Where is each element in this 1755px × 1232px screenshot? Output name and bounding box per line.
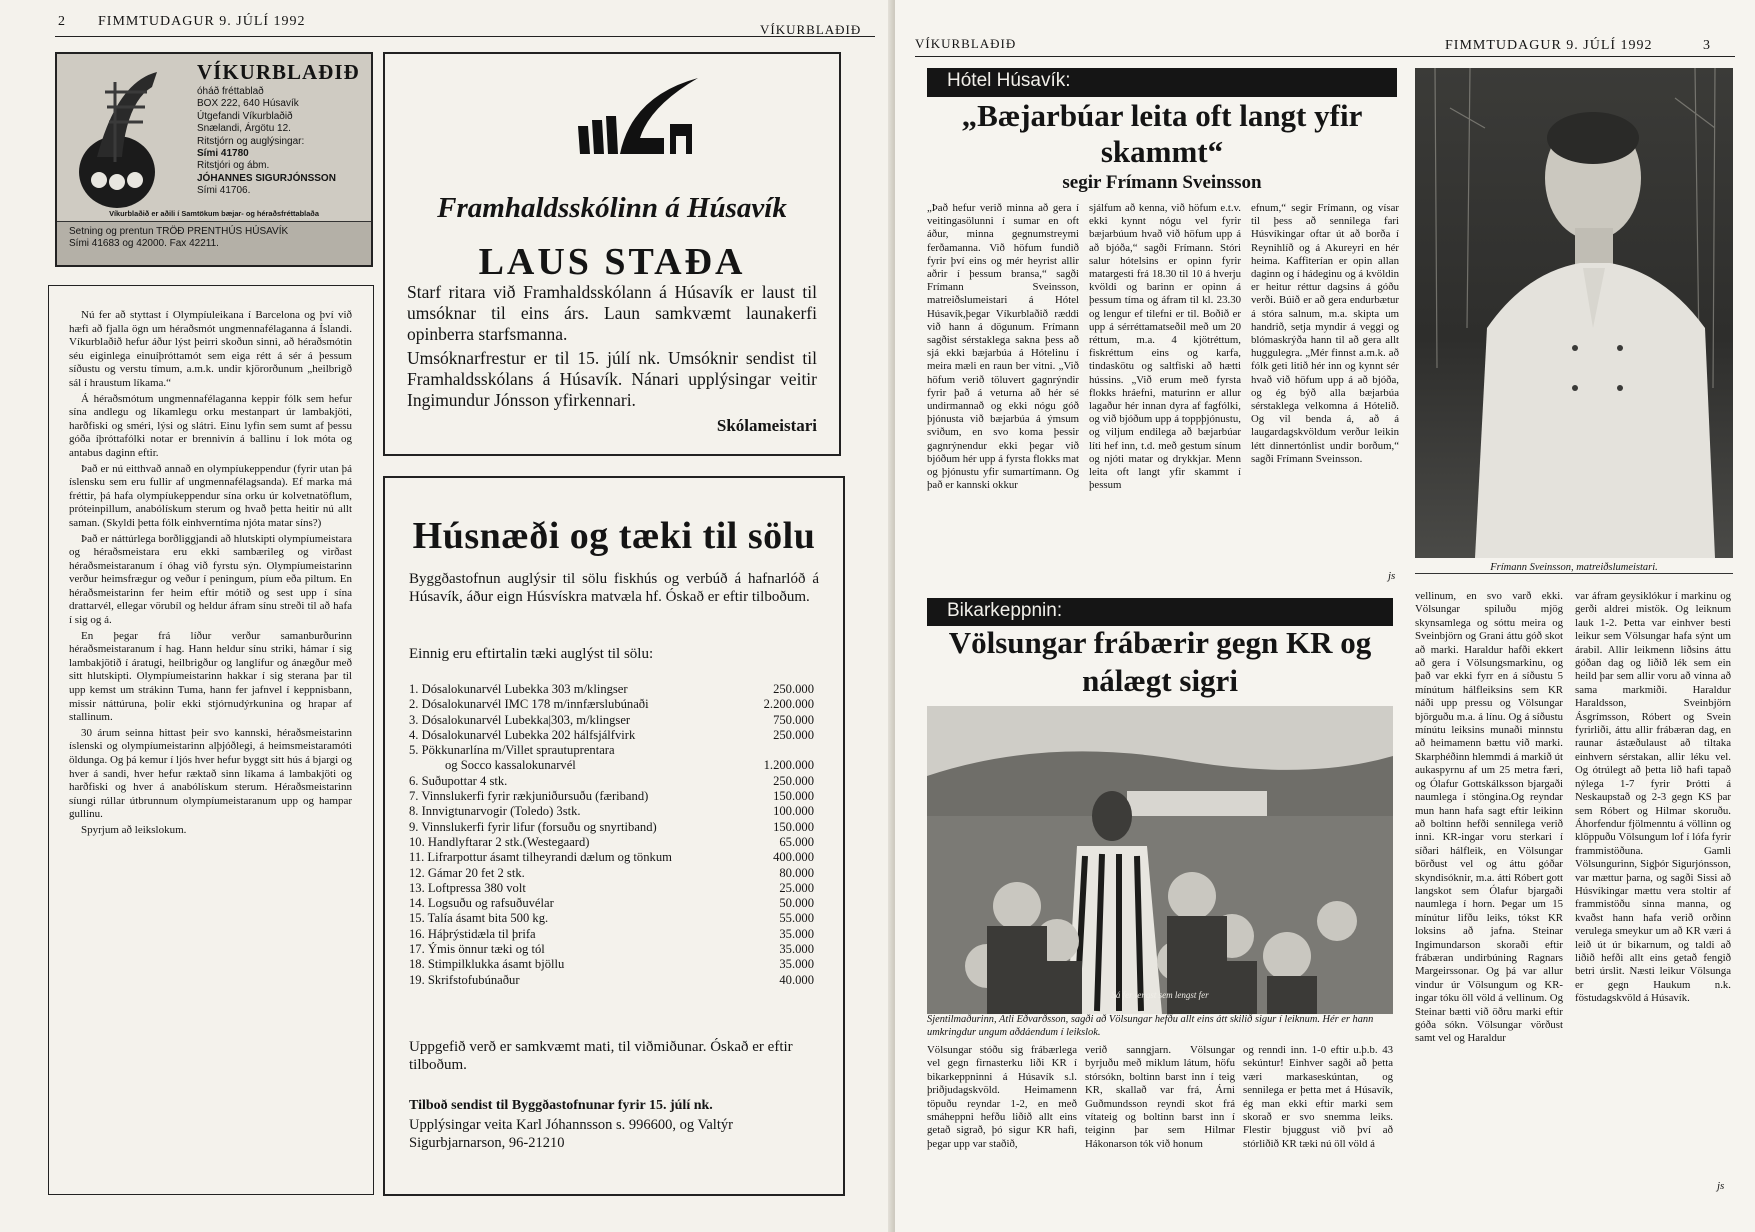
equipment-row	[409, 682, 814, 697]
school-ad-signature: Skólameistari	[716, 416, 817, 435]
football-headline: Völsungar frábærir gegn KR og nálægt sigri	[948, 625, 1372, 698]
right-page-paper-name: VÍKURBLAÐIÐ	[915, 36, 1017, 51]
sale-ad-list-heading: Einnig eru eftirtalin tæki auglýst til sölu:	[409, 646, 654, 662]
football-kicker: Bikarkeppnin:	[927, 598, 1393, 626]
equipment-price: 750.000	[773, 712, 814, 727]
football-col-5: var áfram geysiklókur í markinu og gerði aldrei mistök. Og leiknum lauk 1-2. Þetta var einhver besti leikur sem Völsungar hafa sýnt um árabil. Allir leikmenn liðsins áttu góðan dag og liðið lék sem ein heild þar sem allir voru að vinna að sama markmiði. Haraldur Haraldsson, Sveinbjörn Ásgrímsson, Róbert og Svein fyrirliði, áttu allir frábæran dag, en raunar ástæðulaust að tiltaka einhvern sérstakan, allir léku vel. Og ótrúlegt að þetta lið hafi tapað nýlega 1-7 fyrir Þrótti á Neskaupstað og 2-3 gegn KS þar sem Róbert og Hilmar skoruðu. Áhorfendur fjölmenntu á völlinn og klöppuðu Völsungum lof í lófa fyrir frammistöðuna. Gamli Völsungurinn, Sigþór Sigurjónsson, var mættur þarna, og sagði Sissi að Húsvíkingar mættu vera stoltir af frammistöðu sinna manna, og kvaðst hann hafa verið orðinn verulega smeykur um að KR væri á leið út úr bikarnum, og taldi að liðið hefði allt eins getað fengið betri úrslit. Næsti leikur Völsunga er gegn Haukum n.k. föstudagskvöld á Húsavík.	[1575, 590, 1731, 1005]
equipment-name: 5. Pökkunarlína m/Villet sprautuprentara	[409, 743, 615, 758]
football-photo-image	[927, 706, 1393, 1014]
sale-ad-heading: Húsnæði og tæki til sölu	[412, 515, 816, 557]
masthead-line: Sími 41780	[197, 148, 249, 160]
school-logo-icon	[570, 76, 700, 156]
equipment-row	[409, 789, 814, 804]
equipment-name: 11. Lifrarpottur ásamt tilheyrandi dælum og tönkum	[409, 850, 672, 865]
left-page-paper-name: VÍKURBLAÐIÐ	[760, 22, 862, 37]
equipment-price: 250.000	[773, 727, 814, 742]
school-ad-box	[383, 52, 841, 456]
right-page	[895, 0, 1755, 1232]
left-page-date: FIMMTUDAGUR 9. JÚLÍ 1992	[98, 14, 306, 29]
masthead-line: Útgefandi Víkurblaðið	[197, 110, 293, 122]
chef-photo-image	[1415, 68, 1733, 558]
football-col-1: Völsungar stóðu sig frábærlega vel gegn firnasterku liði KR í bikarkeppninni á Húsavík s.l. þriðjudagskvöld. Heimamenn töpuðu reyndar 1-2, en með smáheppni hefðu liðið allt eins getað sigrað, þó sigur KR hafi, þegar upp var staðið,	[927, 1044, 1077, 1150]
sale-ad-contact: Upplýsingar veita Karl Jóhannsson s. 996600, og Valtýr Sigurbjarnarson, 96-21210	[409, 1117, 733, 1151]
equipment-name: 15. Talía ásamt bita 500 kg.	[409, 911, 549, 926]
equipment-price: 150.000	[773, 789, 814, 804]
olympic-paragraph: 30 árum seinna hittast þeir svo kannski, héraðsmeistarinn íslenski og olympíumeistarinn alþjóðlegi, á heimsmeistaramóti öldunga. Og þá kemur í ljós hver hefur byggt sitt hús á bjargi og hver á sandi, hver hefur ræktað sinn líkama á lambakjöti og harðfiski og hver á anabólískum sterum. Héraðsmeistarinn síungi rúllar útbrunnum olympíumeistaranum upp og hampar gullinu.	[69, 726, 352, 821]
equipment-row	[409, 850, 814, 865]
equipment-price: 80.000	[779, 865, 814, 880]
equipment-row	[409, 713, 814, 728]
print-line-1: Setning og prentun TRÖÐ PRENTHÚS HÚSAVÍK	[69, 226, 289, 237]
masthead-line: Snælandi, Árgötu 12.	[197, 123, 291, 135]
equipment-row	[409, 697, 814, 712]
equipment-name: 19. Skrifstofubúnaður	[409, 972, 520, 987]
olympic-paragraph: Nú fer að styttast í Olympíuleikana í Barcelona og því við hæfi að fjalla ögn um héraðsmót ungmennafélaganna á Íslandi. Víkurblaðið hefur áður lýst þeirri skoðun sinni, að héraðsmótin séu eiginlega einuíþróttamót sem eiga rétt á sér á þessum síðustu og verstu tímum, a.m.k. undir kjörorðunum „heilbrigð sál í hraustum líkama.“	[69, 309, 352, 389]
equipment-price: 35.000	[779, 942, 814, 957]
equipment-price: 25.000	[779, 880, 814, 895]
school-ad-body1: Starf ritara við Framhaldsskólann á Húsavík er laust til umsóknar til eins árs. Laun samkvæmt launakerfi opinberra starfsmanna.	[407, 282, 817, 344]
equipment-price: 1.200.000	[763, 758, 814, 773]
sale-ad-deadline: Tilboð sendist til Byggðastofnunar fyrir 15. júlí nk.	[409, 1098, 713, 1113]
school-name: Framhaldsskólinn á Húsavík	[437, 192, 787, 224]
equipment-name: 2. Dósalokunarvél IMC 178 m/innfærslubúnaði	[409, 697, 649, 712]
school-ad-heading: LAUS STAÐA	[478, 241, 746, 283]
equipment-row	[409, 896, 814, 911]
masthead-box	[55, 52, 373, 267]
frimann-photo-caption: Frímann Sveinsson, matreiðslumeistari.	[1415, 562, 1733, 574]
football-signature: js	[1717, 1180, 1725, 1192]
hotel-headline: „Bæjarbúar leita oft langt yfir skammt“	[961, 98, 1363, 169]
olympic-column-text	[69, 309, 352, 1189]
sale-ad-intro: Byggðastofnun auglýsir til sölu fiskhús og verbúð á hafnarlóð á Húsavík, áður eign Húsvískra matvæla hf. Óskað er eftir tilboðum.	[409, 571, 819, 605]
football-photo	[927, 706, 1393, 1014]
equipment-price: 2.200.000	[763, 697, 814, 712]
equipment-row	[409, 820, 814, 835]
olympic-paragraph: En þegar frá líður verður samanburðurinn héraðsmeistaranum í hag. Hann heldur sínu striki, hámar í sig lambakjötið í áratugi, heilbrigður og langlífur og ánægður með sitt hlutskipti. Olympíumeistarinn hakkar í sig sterana þar til upp kemst um strákinn Tuma, hann fer jafnvel í keppnisbann, missir náttúruna, þolir ekki stjórnudýrkunina og hrapar af stallinum.	[69, 629, 352, 724]
football-photo-caption: Sjentilmaðurinn, Atli Eðvarðsson, sagði að Völsungar hefðu allt eins átt skilið sigur í leiknum. Hér er hann umkringdur ungum aðdáendum í leikslok.	[927, 1014, 1374, 1038]
right-page-date: FIMMTUDAGUR 9. JÚLÍ 1992	[1445, 38, 1653, 53]
masthead-line: Ritstjóri og ábm.	[197, 160, 270, 172]
equipment-row	[409, 743, 814, 758]
right-page-number: 3	[1703, 38, 1711, 53]
masthead-line: óháð fréttablað	[197, 86, 264, 97]
hotel-col-1: „Það hefur verið minna að gera í veitingasölunni í sumar en oft áður, minna gegnumstreymi ferðamanna. Við höfum fundið fyrir því eins og mér heyrist allir aðrir í þessum bransa,“ sagði Frímann Sveinsson, matreiðslumeistari á Hótel Húsavík,þegar Víkurblaðið ræddi við hann á dögunum. Frímann sagðist sérstaklega sakna þess að sjá ekki bæjarbúa á Hótelinu í meira mæli en raun ber vitni. „Við höfum verið töluvert gagnrýndir fyrir það á veturna að hér sé undirmannað og ekki nógu góð þjónusta við bæjarbúa á ýmsum sviðum, en svo koma þessir gagnrýnendur ekki þegar við bjóðum hér upp á fyrsta flokks mat og þjónustu yfir sumartímann. Og það er kannski okkur	[927, 202, 1079, 492]
equipment-row	[409, 881, 814, 896]
equipment-price: 40.000	[779, 972, 814, 987]
equipment-name: 3. Dósalokunarvél Lubekka|303, m/klingser	[409, 712, 631, 727]
equipment-row	[409, 866, 814, 881]
masthead-member-line: Víkurblaðið er aðili í Samtökum bæjar- og héraðsfréttablaða	[109, 209, 319, 218]
olympic-paragraph: Það er náttúrlega borðliggjandi að hlutskipti olympíumeistara og héraðsmeistara eru ekki sambærileg og virðast héraðsmeistaranum í óhag við fyrstu sýn. Olympíumeistarinn verður heimsfrægur og veður í peningum, píum eða piltum. En héraðsmeistarinn fer heim eftir mótið og sest upp í sína drattarvél, ellegar vörubíl og heldur áfram sínu streði til að hafa í sig og á.	[69, 532, 352, 627]
equipment-name: 7. Vinnslukerfi fyrir rækjuniðursuðu (færiband)	[409, 789, 649, 804]
equipment-name: 10. Handlyftarar 2 stk.(Westegaard)	[409, 834, 590, 849]
school-ad-body2: Umsóknarfrestur er til 15. júlí nk. Umsóknir sendist til Framhaldsskólans á Húsavík. Nánari upplýsingar veitir Ingimundur Jónsson yfirkennari.	[407, 348, 817, 410]
equipment-price: 35.000	[779, 926, 814, 941]
viking-ship-logo	[67, 62, 172, 212]
masthead-print-info	[57, 221, 371, 265]
equipment-price: 250.000	[773, 682, 814, 696]
masthead-line: Sími 41706.	[197, 185, 251, 197]
masthead-line: Ritstjórn og auglýsingar:	[197, 135, 305, 147]
hotel-col-3: efnum,“ segir Frímann, og vísar til þess að sennilega fari Húsvíkingar oftar út að borða í Reynihlíð og á Akureyri en hér heima. Kaffiterían er opin allan daginn og í hádeginu og á kvöldin er heitur réttur dagsins á góðu verði. Búið er að gera endurbætur á stóra salnum, m.a. skipta um handrið, setja myndir á veggi og blómaskrýða hann til að gera allt huggulegra. „Mér finnst a.m.k. að fólk geti litið hér inn og kynnt sér hvað við höfum upp á að bjóða, og ég býð alla bæjarbúa sérstaklega velkomna á Hótelið. Og vil benda á, að á laugardagskvöldum verður leikin létt dinnertónlist undir borðum,“ sagði Frímann Sveinsson.	[1251, 202, 1399, 465]
hotel-kicker: Hótel Húsavík:	[927, 68, 1397, 97]
hotel-col-2: sjálfum að kenna, við höfum e.t.v. ekki kynnt nógu vel fyrir bæjarbúum hvað við höfum upp á að bjóða,“ sagði Frímann. Stóri salur hótelsins er opinn fyrir matargesti frá 18.30 til 10 á hverju kvöldi og barinn er opinn á þessum tíma og áfram til kl. 23.30 og lengur ef tilefni er til. Boðið er upp á sérréttamatseðil með um 20 réttum, m.a. 4 kjötréttum, fiskréttum eins og karfa, tindaskötu og saltfiski að hætti hússins. „Við erum með fyrsta flokks hráefni, maturinn er allur lagaður hér innan dyra af fagfólki, og við bjóðum upp á toppþjónustu, og viljum endilega að bæjarbúar líti hef inn, t.d. með gestum sínum og njóti matar og drykkjar. Menn leita oft langt yfir skammt í þessum	[1089, 202, 1241, 492]
equipment-row	[409, 774, 814, 789]
football-col-3: og renndi inn. 1-0 eftir u.þ.b. 43 sekúntur! Einhver sagði að þetta væri markaseskúntan, og sennilega er þetta met á Húsavík, ég man ekki eftir marki sem skorað er svo snemma leiks. Flestir bjuggust við því að stórliðið KR tæki nú öll völd á	[1243, 1044, 1393, 1150]
equipment-name: 1. Dósalokunarvél Lubekka 303 m/klingser	[409, 682, 628, 696]
equipment-row	[409, 835, 814, 850]
equipment-name: 13. Loftpressa 380 volt	[409, 880, 526, 895]
equipment-row	[409, 758, 814, 773]
equipment-name: 17. Ýmis önnur tæki og tól	[409, 942, 545, 957]
left-page-number: 2	[58, 14, 66, 29]
equipment-row	[409, 973, 814, 988]
equipment-row	[409, 957, 814, 972]
print-line-2: Sími 41683 og 42000. Fax 42211.	[69, 238, 219, 249]
equipment-price: 400.000	[773, 850, 814, 865]
olympic-paragraph: Á héraðsmótum ungmennafélaganna keppir fólk sem hefur sína andlegu og líkamlegu orku mestanpart úr lambakjöti, harðfiski og sméri, lýsi og slátri. Einu lyfin sem sumt af þessu góða íþróttafólki notar er brennivín á ballinu í lok móta og antabus daginn eftir.	[69, 392, 352, 459]
equipment-name: 14. Logsuðu og rafsuðuvélar	[409, 896, 554, 911]
hotel-signature: js	[1388, 570, 1396, 582]
equipment-price: 250.000	[773, 773, 814, 788]
sale-ad-note: Uppgefið verð er samkvæmt mati, til viðmiðunar. Óskað er eftir tilboðum.	[409, 1039, 793, 1073]
olympic-paragraph: Það er nú eitthvað annað en olympíukeppendur (fyrir utan þá íslensku sem eru fullir af ungmennafélagsanda). Ef marka má fréttir, þá hafa olympíukeppendur sína orku úr kolvetnatöflum, próteinpillum, anabólískum sterum og hvað þetta heitir nú allt saman. (Skyldi þetta fólk einhverntíma njóta matar síns?)	[69, 462, 352, 529]
equipment-price: 65.000	[779, 834, 814, 849]
football-col-4: vellinum, en svo varð ekki. Völsungar spiluðu mjög skynsamlega og sóttu meira og Sveinbjörn og Grani áttu góð skot að marki. Haraldur hafði ekkert að gera í Völsungsmarkinu, og það var ekki fyrr en á síðustu 5 mínútum hálfleiksins sem KR náði upp pressu og Völsungar björguðu m.a. á línu. Og á síðustu mínútu leiksins munaði minnstu að heimamenn bættu við marki. Skarphéðinn hlemmdi á markið út aukaspyrnu af um 25 metra færi, og Ólafur Gottskálksson bjargaði naumlega í stöngina.Og reyndar mun hann hafa sagt eftir leikinn að boltinn hefði sennilega verið inni. KR-ingar voru sterkari í síðari hálfleik, en Völsungar börðust vel og áttu góðar skyndisóknir, m.a. átti Róbert gott langskot sem Ólafur bjargaði naumlega í horn. Þegar um 15 mínútur lifðu leiks, tókst KR loksins að jafna. Steinar Ingimundarson skoraði eftir frábæran undirbúning Ragnars Margeirssonar. Og þá var allur vindur úr Völsungum og KR-ingar tóku öll völd á vellinum. Og Steinar bætti við öðru marki eftir góða sókn. Völsungar vörðust samt vel og Haraldur	[1415, 590, 1563, 1045]
equipment-name: 16. Háþrýstidæla til þrifa	[409, 926, 536, 941]
equipment-name: 6. Suðupottar 4 stk.	[409, 773, 508, 788]
masthead-title: VÍKURBLAÐIÐ	[197, 60, 360, 84]
hotel-subhead: segir Frímann Sveinsson	[1062, 172, 1262, 193]
equipment-name: 8. Innvigtunarvogir (Toledo) 3stk.	[409, 804, 581, 819]
equipment-name: 12. Gámar 20 fet 2 stk.	[409, 865, 525, 880]
right-header-rule	[915, 56, 1735, 57]
equipment-row	[409, 942, 814, 957]
equipment-row	[409, 728, 814, 743]
equipment-row	[409, 927, 814, 942]
equipment-name: 4. Dósalokunarvél Lubekka 202 hálfsjálfvirk	[409, 727, 636, 742]
equipment-row	[409, 804, 814, 819]
masthead-line: JÓHANNES SIGURJÓNSSON	[197, 172, 336, 184]
equipment-price: 100.000	[773, 804, 814, 819]
sale-ad-box	[383, 476, 845, 1196]
equipment-price: 55.000	[779, 911, 814, 926]
equipment-list	[409, 682, 814, 988]
equipment-price: 150.000	[773, 819, 814, 834]
equipment-name: 9. Vinnslukerfi fyrir lifur (forsuðu og snyrtiband)	[409, 819, 657, 834]
football-col-2: verið sanngjarn. Völsungar byrjuðu með miklum látum, höfu stórsókn, boltinn barst inn í teig KR, skallað var frá, Árni Guðmundsson reyndi skot frá vítateig og boltinn barst inn í teiginn þar sem Hilmar Hákonarson tók við honum	[1085, 1044, 1235, 1150]
masthead-info	[197, 86, 336, 198]
left-header-rule	[55, 36, 875, 37]
equipment-name: 18. Stimpilklukka ásamt bjöllu	[409, 957, 565, 972]
olympic-paragraph: Spyrjum að leikslokum.	[81, 823, 187, 836]
masthead-line: BOX 222, 640 Húsavík	[197, 98, 299, 110]
equipment-row	[409, 911, 814, 926]
equipment-name: og Socco kassalokunarvél	[445, 758, 576, 773]
frimann-photo	[1415, 68, 1733, 558]
photo-overlay-text: Sá fer lengst sem lengst fer	[1111, 990, 1209, 1000]
equipment-price: 35.000	[779, 957, 814, 972]
olympic-column-box	[48, 285, 374, 1195]
equipment-price: 50.000	[779, 896, 814, 911]
